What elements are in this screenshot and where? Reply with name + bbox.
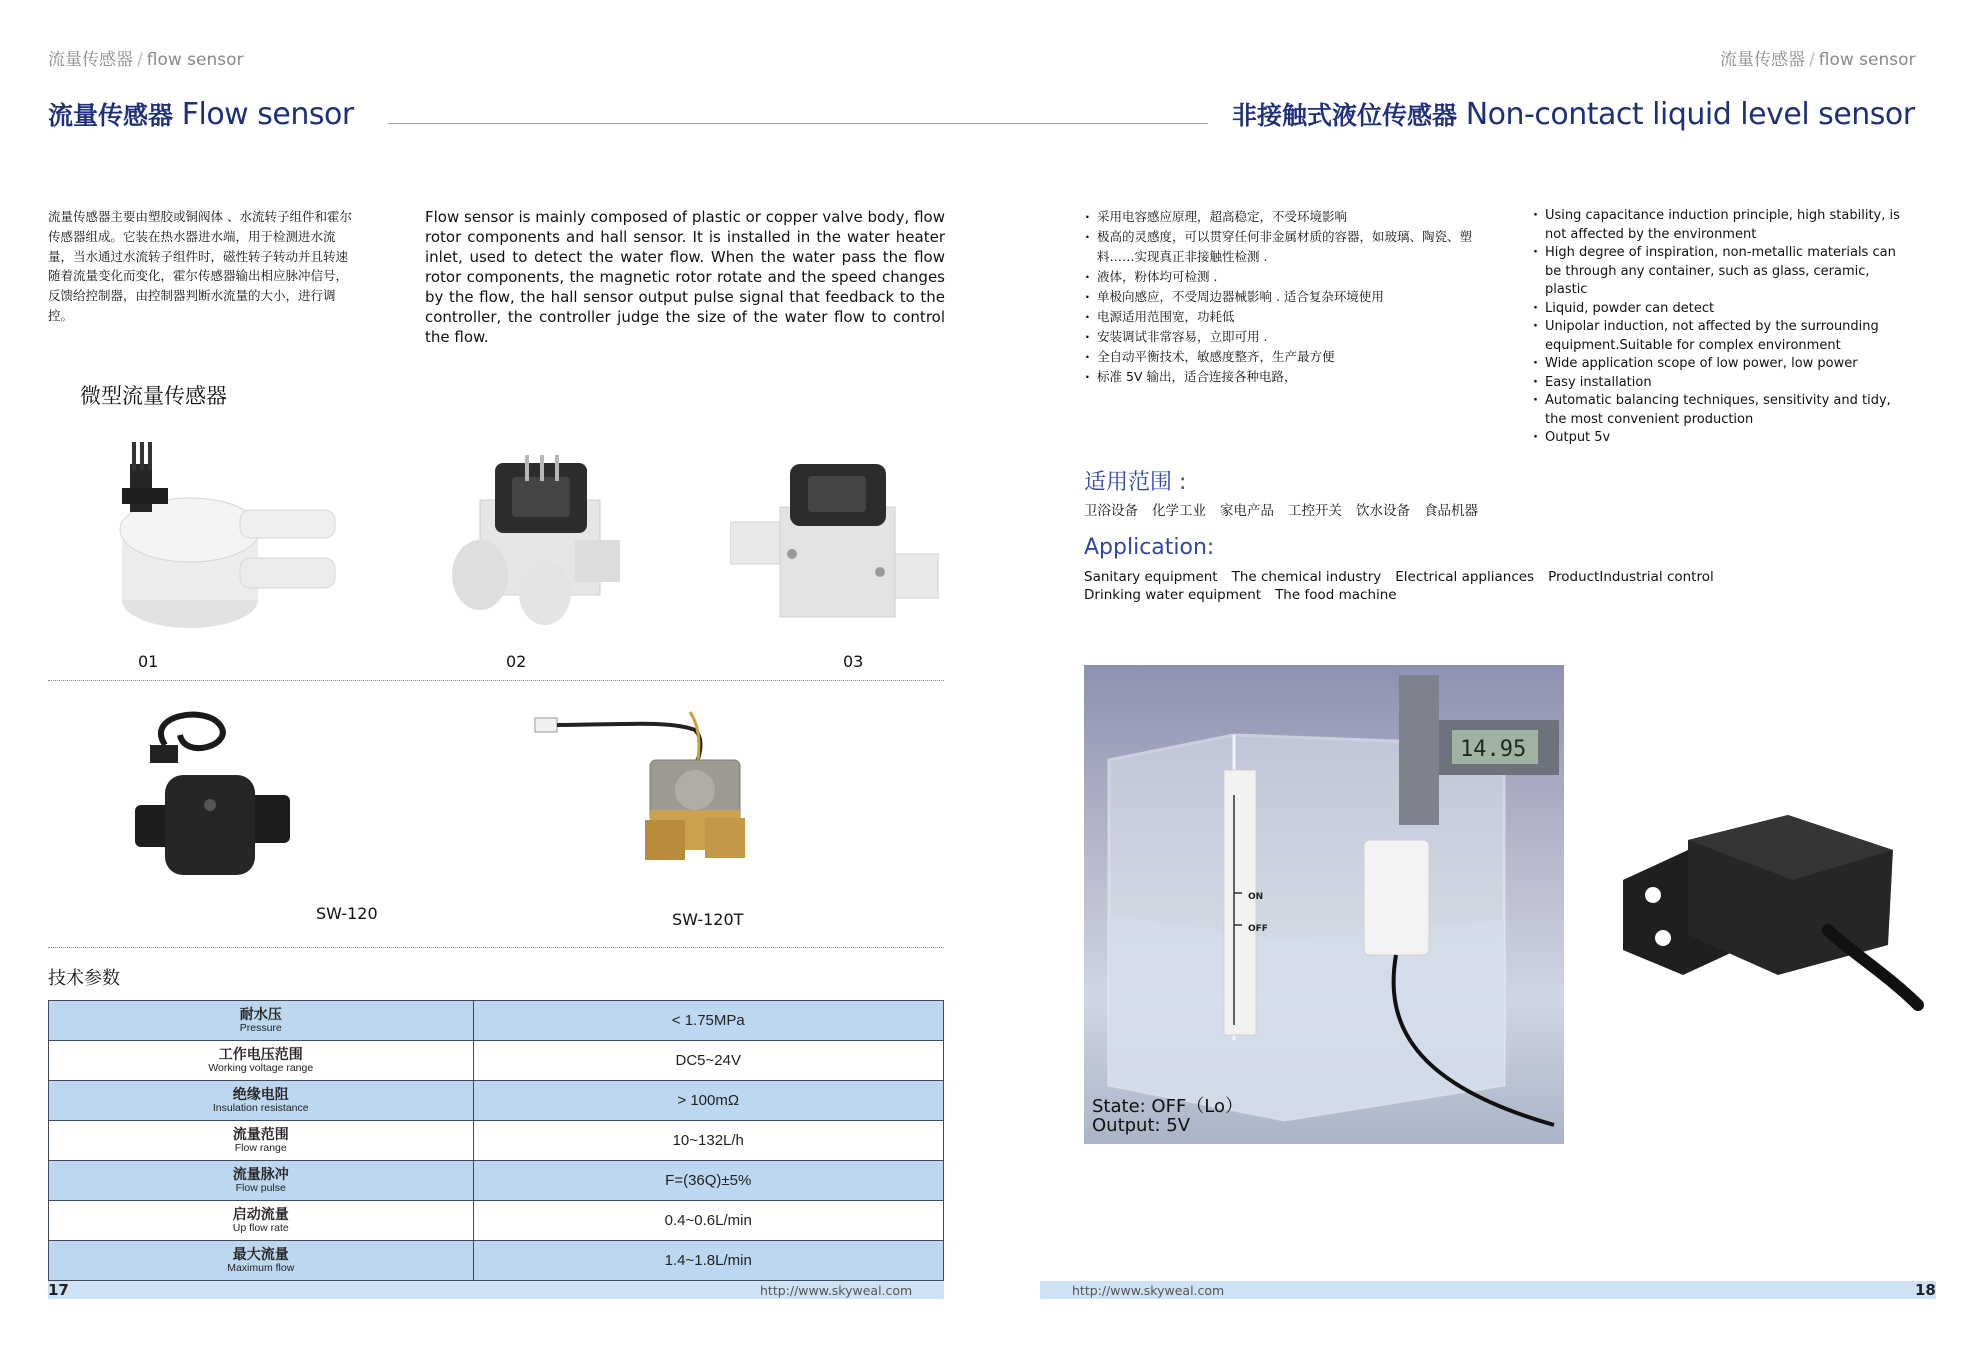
title-en: Flow sensor: [181, 97, 354, 132]
tank-off-label: OFF: [1248, 924, 1268, 934]
list-item: · 采用电容感应原理，超高稳定，不受环境影响: [1085, 207, 1485, 227]
spec-name: 流量范围 Flow range: [49, 1121, 474, 1161]
scope-heading-cn: 适用范围 :: [1084, 470, 1187, 495]
product-01-image: [80, 440, 340, 640]
list-item: · 极高的灵感度，可以贯穿任何非金属材质的容器，如玻璃、陶瓷、塑料……实现真正非接触性检测 .: [1085, 227, 1485, 267]
table-row: [49, 1041, 944, 1081]
table-row: [49, 1201, 944, 1241]
tank-on-label: ON: [1248, 892, 1264, 902]
photo-caption: [1092, 1097, 1243, 1135]
table-row: [49, 1081, 944, 1121]
list-item: · 标准 5V 输出，适合连接各种电路，: [1085, 367, 1485, 387]
spec-name: 最大流量 Maximum flow: [49, 1241, 474, 1281]
product-02-image: [440, 455, 640, 630]
spec-name: 绝缘电阻 Insulation resistance: [49, 1081, 474, 1121]
product-02-label: 02: [506, 652, 527, 671]
product-03-image: [730, 462, 940, 632]
spec-value: 10~132L/h: [473, 1121, 944, 1161]
footer-url-right[interactable]: http://www.skyweal.com: [1072, 1283, 1225, 1298]
spec-table: [48, 1000, 944, 1281]
divider-1: [48, 680, 944, 681]
spec-name: 耐水压 Pressure: [49, 1001, 474, 1041]
scope-item: 家电产品: [1220, 503, 1274, 519]
scope-item: 卫浴设备: [1084, 503, 1138, 519]
table-row: [49, 1161, 944, 1201]
spec-heading: 技术参数: [48, 968, 120, 989]
scope-item: Drinking water equipment: [1084, 587, 1262, 603]
micro-sensor-heading: 微型流量传感器: [80, 384, 227, 408]
scope-item: Electrical appliances: [1395, 569, 1535, 585]
spec-value: DC5~24V: [473, 1041, 944, 1081]
scope-item: 饮水设备: [1356, 503, 1410, 519]
level-sensor-image: [1618, 810, 1938, 1020]
scope-item: 化学工业: [1152, 503, 1206, 519]
scope-items-en-row1: [1084, 569, 1728, 585]
scope-item: 工控开关: [1288, 503, 1342, 519]
scope-item: Sanitary equipment: [1084, 569, 1218, 585]
demo-photo: [1084, 665, 1564, 1144]
list-item: · Unipolar induction, not affected by the surrounding equipment.Suitable for complex environment: [1533, 318, 1903, 355]
intro-cn: 流量传感器主要由塑胶或铜阀体 、水流转子组件和霍尔传感器组成。它装在热水器进水端，用于检测进水流量，当水通过水流转子组件时，磁性转子转动并且转速随着流量变化而变化，霍尔传感器输出相应脉冲信号，反馈给控制器，由控制器判断水流量的大小，进行调控。: [48, 209, 352, 323]
product-03-label: 03: [843, 652, 864, 671]
spec-value: F=(36Q)±5%: [473, 1161, 944, 1201]
scope-item: 食品机器: [1424, 503, 1478, 519]
spec-name: 启动流量 Up flow rate: [49, 1201, 474, 1241]
product-sw120-label: SW-120: [316, 904, 378, 923]
scope-item: ProductIndustrial control: [1548, 569, 1714, 585]
table-row: [49, 1001, 944, 1041]
features-en-list: [1533, 207, 1903, 448]
table-row: [49, 1241, 944, 1281]
product-sw120-image: [125, 705, 300, 875]
breadcrumb-left: 流量传感器 / flow sensor: [48, 50, 244, 70]
list-item: · Wide application scope of low power, low power: [1533, 355, 1903, 374]
list-item: · 电源适用范围宽，功耗低: [1085, 307, 1485, 327]
product-sw120t-label: SW-120T: [672, 910, 744, 929]
spec-value: < 1.75MPa: [473, 1001, 944, 1041]
page-number-right: 18: [1915, 1281, 1936, 1299]
title-cn: 非接触式液位传感器: [1232, 101, 1458, 130]
list-item: · Easy installation: [1533, 374, 1903, 393]
scope-item: The food machine: [1275, 587, 1397, 603]
product-01-label: 01: [138, 652, 159, 671]
breadcrumb-en: flow sensor: [146, 50, 244, 70]
title-en: Non-contact liquid level sensor: [1465, 97, 1915, 132]
caliper-reading: 14.95: [1460, 737, 1527, 762]
list-item: · Automatic balancing techniques, sensitivity and tidy, the most convenient production: [1533, 392, 1903, 429]
spec-value: > 100mΩ: [473, 1081, 944, 1121]
list-item: · 安装调试非常容易，立即可用 .: [1085, 327, 1485, 347]
list-item: · Using capacitance induction principle, high stability, is not affected by the environment: [1533, 207, 1903, 244]
divider-2: [48, 947, 944, 948]
page-title-right: [1232, 96, 1915, 132]
list-item: · 全自动平衡技术，敏感度整齐，生产最方便: [1085, 347, 1485, 367]
scope-heading-en: Application:: [1084, 535, 1215, 560]
features-cn-list: [1085, 207, 1485, 387]
breadcrumb-right: 流量传感器 / flow sensor: [1720, 50, 1916, 70]
product-sw120t-image: [530, 700, 790, 870]
caption-output: Output: 5V: [1092, 1115, 1191, 1136]
breadcrumb-en: flow sensor: [1818, 50, 1916, 70]
breadcrumb-cn: 流量传感器: [1720, 50, 1805, 70]
list-item: · Liquid, powder can detect: [1533, 300, 1903, 319]
title-cn: 流量传感器: [48, 101, 174, 130]
list-item: · Output 5v: [1533, 429, 1903, 448]
page-number-left: 17: [48, 1281, 69, 1299]
spec-value: 1.4~1.8L/min: [473, 1241, 944, 1281]
spec-name: 流量脉冲 Flow pulse: [49, 1161, 474, 1201]
caption-state: State: OFF（Lo）: [1092, 1096, 1244, 1117]
scope-items-cn: [1084, 499, 1492, 519]
list-item: · High degree of inspiration, non-metallic materials can be through any container, such as glass, ceramic, plastic: [1533, 244, 1903, 300]
spec-name: 工作电压范围 Working voltage range: [49, 1041, 474, 1081]
breadcrumb-cn: 流量传感器: [48, 50, 133, 70]
list-item: · 液体，粉体均可检测 .: [1085, 267, 1485, 287]
scope-item: The chemical industry: [1231, 569, 1382, 585]
list-item: · 单极向感应，不受周边器械影响 . 适合复杂环境使用: [1085, 287, 1485, 307]
footer-url-left[interactable]: http://www.skyweal.com: [760, 1283, 913, 1298]
table-row: [49, 1121, 944, 1161]
scope-items-en-row2: [1084, 587, 1411, 603]
spec-value: 0.4~0.6L/min: [473, 1201, 944, 1241]
intro-en: Flow sensor is mainly composed of plastic or copper valve body, flow rotor components and hall sensor. It is installed in the water heater inlet, used to detect the water flow. When the water pass the flow rotor components, the magnetic rotor rotate and the speed changes by the flow, the hall sensor output pulse signal that feedback to the controller, the controller judge the size of the water flow to control the flow.: [425, 208, 945, 346]
title-rule: [388, 123, 1208, 124]
page-title-left: [48, 96, 354, 132]
